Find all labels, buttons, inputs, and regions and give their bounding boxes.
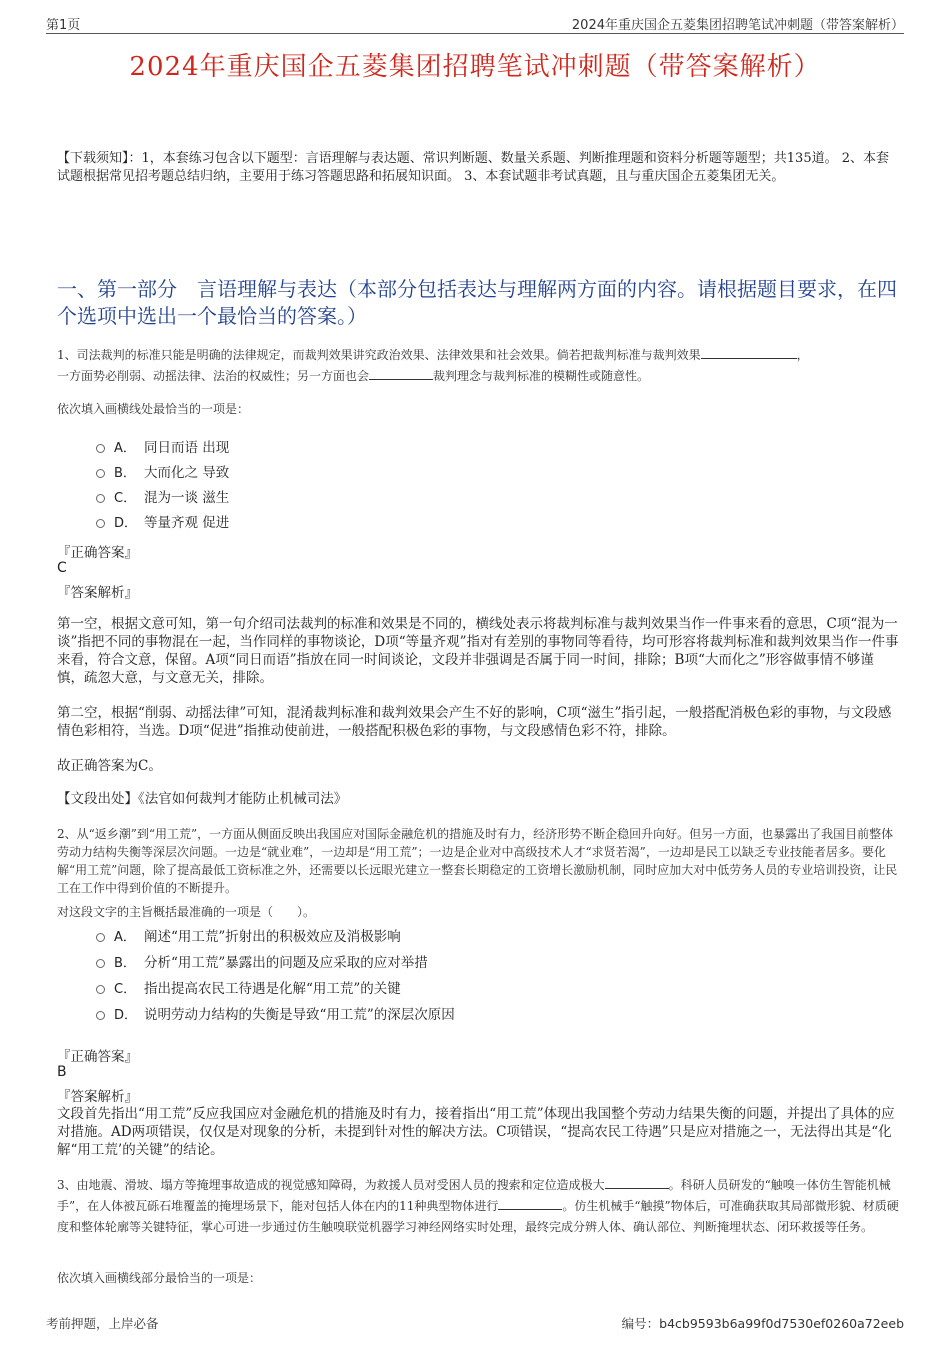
correct-answer: B (57, 1064, 67, 1080)
blank-line (701, 347, 797, 359)
option-c[interactable]: C． 指出提高农民工待遇是化解“用工荒”的关键 (96, 977, 455, 997)
question-1-text: 1、司法裁判的标准只能是明确的法律规定，而裁判效果讲究政治效果、法律效果和社会效果。倘若把裁判标准与裁判效果 ， 一方面势必削弱、动摇法律、法治的权威性；另一方面也会 裁判理念与裁判标准的模糊性或随意性。 (57, 348, 809, 383)
section-heading: 一、第一部分 言语理解与表达（本部分包括表达与理解两方面的内容。请根据题目要求，在四个选项中选出一个最恰当的答案。） (57, 277, 897, 328)
header-page-number: 第1页 (46, 18, 81, 33)
analysis-paragraph-2: 第二空，根据“削弱、动摇法律”可知，混淆裁判标准和裁判效果会产生不好的影响，C项“滋生”指引起，一般搭配消极色彩的事物，与文段感情色彩相符，当选。D项“促进”指推动使前进，一般搭配积极色彩的事物，与文段感情色彩不符，排除。 (57, 705, 892, 739)
option-a[interactable]: A． 阐述“用工荒”折射出的积极效应及消极影响 (96, 925, 455, 945)
analysis-paragraph: 文段首先指出“用工荒”反应我国应对金融危机的措施及时有力，接着指出“用工荒”体现出我国整个劳动力结果失衡的问题，并提出了具体的应对措施。AD两项错误，仅仅是对现象的分析，未提到针对性的解决方法。C项错误，“提高农民工待遇”只是应对措施之一，无法得出其是“化解“用工荒’的关键”的结论。 (57, 1106, 895, 1158)
option-b[interactable]: B． 大而化之 导致 (96, 461, 229, 481)
analysis-label: 『答案解析』 (57, 1089, 138, 1105)
correct-answer-label: 『正确答案』 (57, 545, 138, 561)
header-doc-title: 2024年重庆国企五菱集团招聘笔试冲刺题（带答案解析） (571, 18, 904, 33)
analysis-conclusion: 故正确答案为C。 (57, 758, 162, 774)
radio-icon[interactable] (96, 985, 105, 994)
correct-answer: C (57, 560, 67, 576)
question-3-text: 3、由地震、滑坡、塌方等掩埋事故造成的视觉感知障碍，为救援人员对受困人员的搜索和定位造成极大 。科研人员研发的“触嗅一体仿生智能机械手”，在人体被瓦砾石堆覆盖的掩埋场景下，能对包括人体在内的11种典型物体进行 。仿生机械手“触摸”物体后，可准确获取其局部微形貌、材质硬度和整体轮廓等关键特征，掌心可进一步通过仿生触嗅联觉机器学习神经网络实时处理，最终完成分辨人体、确认部位、判断掩埋状态、闭环救援等任务。 (57, 1178, 899, 1234)
blank-line (369, 368, 433, 380)
option-d[interactable]: D． 说明劳动力结构的失衡是导致“用工荒”的深层次原因 (96, 1003, 455, 1023)
header-divider (46, 33, 904, 34)
blank-line (498, 1198, 562, 1210)
footer-code: 编号：b4cb9593b6a99f0d7530ef0260a72eeb (621, 1316, 904, 1331)
radio-icon[interactable] (96, 1011, 105, 1020)
footer-slogan: 考前押题，上岸必备 (46, 1316, 159, 1331)
question-1-options (96, 436, 229, 531)
option-c[interactable]: C． 混为一谈 滋生 (96, 486, 229, 506)
radio-icon[interactable] (96, 519, 105, 528)
page-title: 2024年重庆国企五菱集团招聘笔试冲刺题（带答案解析） (129, 52, 821, 82)
question-3-prompt: 依次填入画横线部分最恰当的一项是： (57, 1271, 262, 1285)
radio-icon[interactable] (96, 959, 105, 968)
radio-icon[interactable] (96, 444, 105, 453)
option-b[interactable]: B． 分析“用工荒”暴露出的问题及应采取的应对举措 (96, 951, 455, 971)
source-citation: 【文段出处】《法官如何裁判才能防止机械司法》 (57, 791, 348, 807)
radio-icon[interactable] (96, 933, 105, 942)
download-notice: 【下载须知】：1，本套练习包含以下题型：言语理解与表达题、常识判断题、数量关系题、判断推理题和资料分析题等题型；共135道。 2、本套试题根据常见招考题总结归纳，主要用于练习答题思路和拓展知识面。 3、本套试题非考试真题，且与重庆国企五菱集团无关。 (57, 151, 889, 184)
question-2-text: 2、从“返乡潮”到“用工荒”，一方面从侧面反映出我国应对国际金融危机的措施及时有力，经济形势不断企稳回升向好。但另一方面，也暴露出了我国目前整体劳动力结构失衡等深层次问题。一边是“就业难”，一边却是“用工荒”；一边是企业对中高级技术人才“求贤若渴”，一边却是民工以缺乏专业技能者居多。要化解“用工荒”问题，除了提高最低工资标准之外，还需要以长远眼光建立一整套长期稳定的工资增长激励机制，同时应加大对中低劳务人员的专业培训投资，让民工在工作中得到价值的不断提升。 (57, 827, 898, 895)
correct-answer-label: 『正确答案』 (57, 1049, 138, 1065)
question-2-prompt: 对这段文字的主旨概括最准确的一项是（ ）。 (57, 905, 316, 919)
radio-icon[interactable] (96, 469, 105, 478)
question-1-prompt: 依次填入画横线处最恰当的一项是： (57, 402, 250, 416)
blank-line (605, 1177, 669, 1189)
analysis-label: 『答案解析』 (57, 585, 138, 601)
question-2-options (96, 925, 455, 1023)
analysis-paragraph-1: 第一空，根据文意可知，第一句介绍司法裁判的标准和效果是不同的，横线处表示将裁判标准与裁判效果当作一件事来看的意思，C项“混为一谈”指把不同的事物混在一起，当作同样的事物谈论，D项“等量齐观”指对有差别的事物同等看待，均可形容将裁判标准和裁判效果当作一件事来看，符合文意，保留。A项“同日而语”指放在同一时间谈论，文段并非强调是否属于同一时间，排除；B项“大而化之”形容做事情不够谨慎，疏忽大意，与文意无关，排除。 (57, 616, 899, 686)
radio-icon[interactable] (96, 494, 105, 503)
option-a[interactable]: A． 同日而语 出现 (96, 436, 229, 456)
option-d[interactable]: D． 等量齐观 促进 (96, 511, 229, 531)
